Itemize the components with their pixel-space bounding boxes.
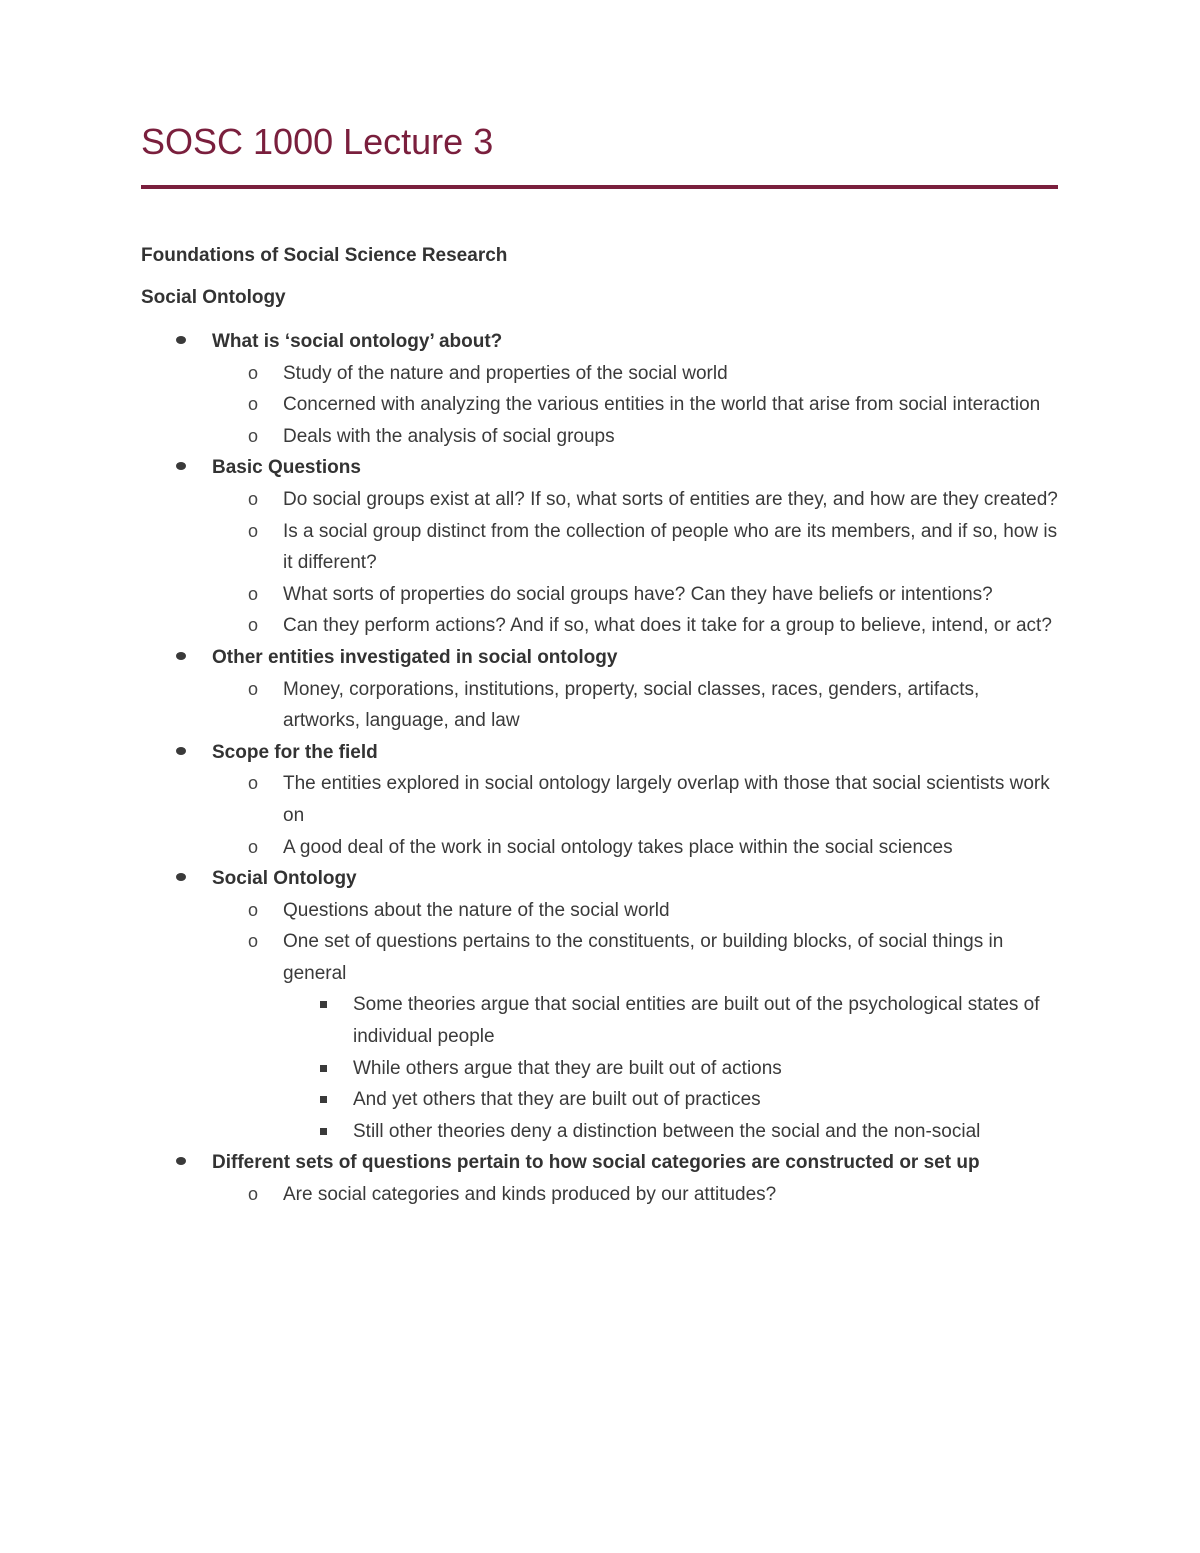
square-bullet-icon — [320, 1001, 327, 1008]
list-item — [0, 1147, 1200, 1210]
circle-bullet-icon: o — [248, 678, 259, 699]
bullet-label: Different sets of questions pertain to how social categories are constructed or set up — [212, 1152, 980, 1174]
sub-item-text: Can they perform actions? And if so, what does it take for a group to believe, intend, or act? — [283, 615, 1052, 637]
list-item — [0, 863, 1200, 1147]
sub-list-item — [0, 1179, 1200, 1211]
sub-list-item — [0, 768, 1200, 831]
outline-list — [0, 326, 1200, 1211]
circle-bullet-icon: o — [248, 425, 259, 446]
section-heading-foundations: Foundations of Social Science Research — [141, 245, 508, 266]
sub-list-item — [0, 484, 1200, 516]
sub-item-text: What sorts of properties do social groups have? Can they have beliefs or intentions? — [283, 583, 993, 605]
sub-sub-item-text: And yet others that they are built out of practices — [353, 1089, 761, 1111]
bullet-icon — [176, 747, 186, 755]
bullet-label: What is ‘social ontology’ about? — [212, 331, 503, 352]
sub-list — [0, 674, 1200, 737]
bullet-label: Other entities investigated in social ontology — [212, 646, 618, 668]
square-bullet-icon — [320, 1128, 327, 1135]
sub-list — [0, 484, 1200, 642]
sub-list-item — [0, 358, 1200, 390]
sub-list-item — [0, 610, 1200, 642]
sub-item-text: Concerned with analyzing the various entities in the world that arise from social interaction — [283, 394, 1041, 416]
list-item — [0, 737, 1200, 863]
sub-list — [0, 895, 1200, 1148]
list-item — [0, 326, 1200, 452]
circle-bullet-icon: o — [248, 836, 259, 857]
bullet-icon — [176, 652, 186, 660]
circle-bullet-icon: o — [248, 899, 259, 920]
sub-sub-item-text: Some theories argue that social entities are built out of the psychological states of individual people — [353, 994, 1040, 1048]
sub-item-text: Do social groups exist at all? If so, what sorts of entities are they, and how are they created? — [283, 488, 1058, 510]
sub-item-text: Study of the nature and properties of the social world — [283, 362, 728, 384]
circle-bullet-icon: o — [248, 615, 259, 636]
sub-item-text: Are social categories and kinds produced by our attitudes? — [283, 1184, 777, 1206]
sub-sub-list-item — [0, 1116, 1200, 1148]
sub-list-item — [0, 895, 1200, 927]
circle-bullet-icon: o — [248, 583, 259, 604]
sub-sub-list — [0, 989, 1200, 1147]
circle-bullet-icon: o — [248, 931, 259, 952]
sub-list — [0, 768, 1200, 863]
sub-list-item — [0, 926, 1200, 1147]
bullet-label: Basic Questions — [212, 457, 361, 479]
circle-bullet-icon: o — [248, 394, 259, 415]
bullet-icon — [176, 336, 186, 344]
sub-list-item — [0, 579, 1200, 611]
circle-bullet-icon: o — [248, 773, 259, 794]
sub-list — [0, 1179, 1200, 1211]
circle-bullet-icon: o — [248, 520, 259, 541]
sub-item-text: Is a social group distinct from the collection of people who are its members, and if so, how is it different? — [283, 520, 1058, 574]
circle-bullet-icon: o — [248, 362, 259, 383]
square-bullet-icon — [320, 1096, 327, 1103]
sub-sub-item-text: While others argue that they are built out of actions — [353, 1057, 782, 1079]
sub-list-item — [0, 674, 1200, 737]
circle-bullet-icon: o — [248, 1184, 259, 1205]
list-item — [0, 452, 1200, 642]
sub-list — [0, 358, 1200, 453]
section-heading-social-ontology: Social Ontology — [141, 287, 286, 308]
bullet-list — [0, 326, 1200, 1211]
bullet-icon — [176, 462, 186, 470]
sub-list-item — [0, 421, 1200, 453]
sub-item-text: A good deal of the work in social ontology takes place within the social sciences — [283, 836, 953, 858]
bullet-icon — [176, 1157, 186, 1165]
sub-sub-list-item — [0, 1053, 1200, 1085]
sub-list-item — [0, 832, 1200, 864]
sub-item-text: The entities explored in social ontology largely overlap with those that social scientists work on — [283, 773, 1050, 826]
list-item — [0, 642, 1200, 737]
sub-item-text: One set of questions pertains to the constituents, or building blocks, of social things in general — [283, 931, 1004, 984]
square-bullet-icon — [320, 1065, 327, 1072]
circle-bullet-icon: o — [248, 488, 259, 509]
bullet-label: Social Ontology — [212, 868, 357, 890]
sub-sub-item-text: Still other theories deny a distinction between the social and the non-social — [353, 1120, 981, 1142]
sub-list-item — [0, 389, 1200, 421]
bullet-icon — [176, 873, 186, 881]
sub-sub-list-item — [0, 989, 1200, 1052]
sub-item-text: Money, corporations, institutions, property, social classes, races, genders, artifacts, artworks, language, and law — [283, 678, 980, 732]
document-title: SOSC 1000 Lecture 3 — [141, 121, 494, 162]
bullet-label: Scope for the field — [212, 741, 378, 763]
sub-item-text: Deals with the analysis of social groups — [283, 425, 615, 447]
sub-item-text: Questions about the nature of the social world — [283, 899, 670, 921]
title-underline — [141, 185, 1058, 189]
sub-sub-list-item — [0, 1084, 1200, 1116]
sub-list-item — [0, 516, 1200, 579]
